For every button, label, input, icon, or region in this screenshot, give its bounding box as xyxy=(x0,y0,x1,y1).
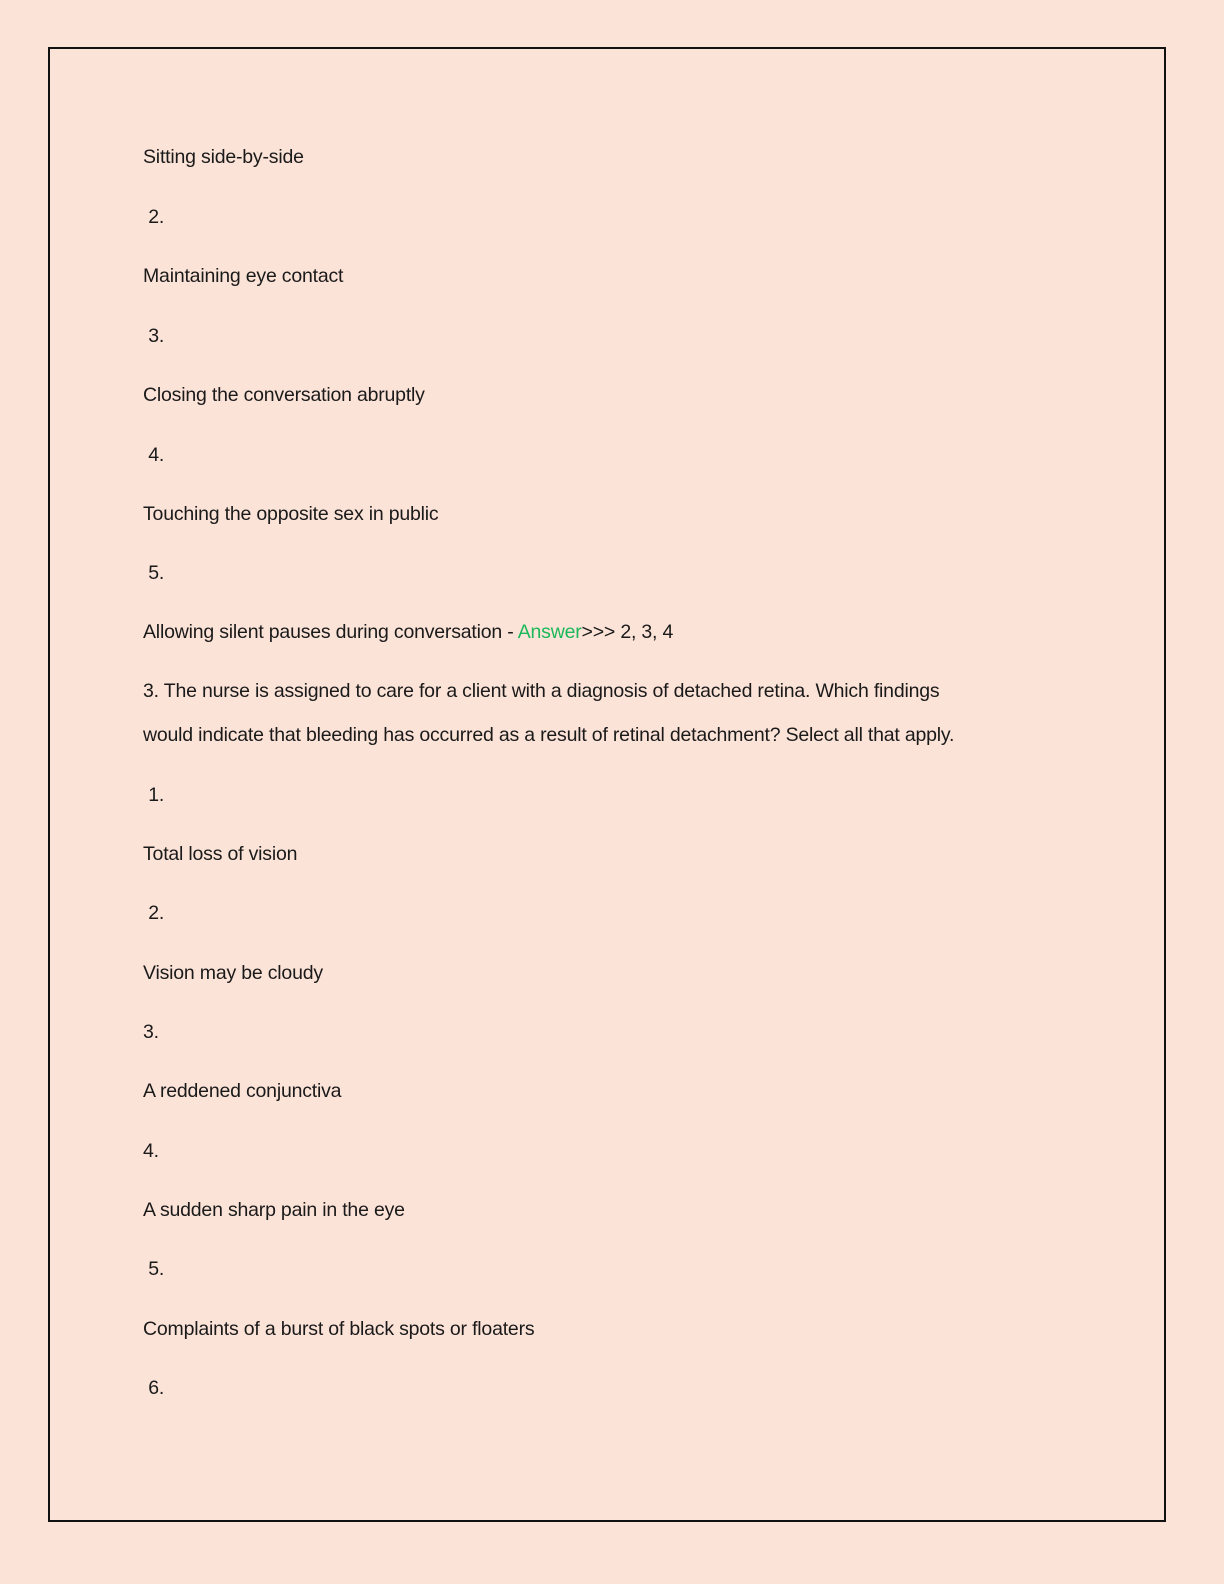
option-number: 3. xyxy=(143,325,165,347)
answer-line xyxy=(143,620,673,644)
option-number: 2. xyxy=(143,206,165,228)
option-text: Touching the opposite sex in public xyxy=(143,503,439,525)
answer-value: >>> 2, 3, 4 xyxy=(581,621,674,643)
option-number: 4. xyxy=(143,1140,159,1162)
question-text: 3. The nurse is assigned to care for a client with a diagnosis of detached retina. Which findings xyxy=(143,680,940,702)
option-number: 2. xyxy=(143,902,165,924)
option-text: A sudden sharp pain in the eye xyxy=(143,1199,405,1221)
option-text: Complaints of a burst of black spots or floaters xyxy=(143,1318,535,1340)
option-number: 1. xyxy=(143,784,165,806)
option-number: 5. xyxy=(143,562,165,584)
question-text: would indicate that bleeding has occurred as a result of retinal detachment? Select all that apply. xyxy=(143,724,955,746)
option-number: 5. xyxy=(143,1258,165,1280)
option-text: Vision may be cloudy xyxy=(143,962,323,984)
option-text: Total loss of vision xyxy=(143,843,298,865)
option-text: Sitting side-by-side xyxy=(143,146,304,168)
option-number: 3. xyxy=(143,1021,159,1043)
option-text: Maintaining eye contact xyxy=(143,265,344,287)
option-text: Allowing silent pauses during conversation - xyxy=(143,621,518,643)
option-text: Closing the conversation abruptly xyxy=(143,384,425,406)
option-number: 6. xyxy=(143,1377,165,1399)
option-text: A reddened conjunctiva xyxy=(143,1080,342,1102)
option-number: 4. xyxy=(143,444,165,466)
answer-label: Answer xyxy=(517,621,582,643)
